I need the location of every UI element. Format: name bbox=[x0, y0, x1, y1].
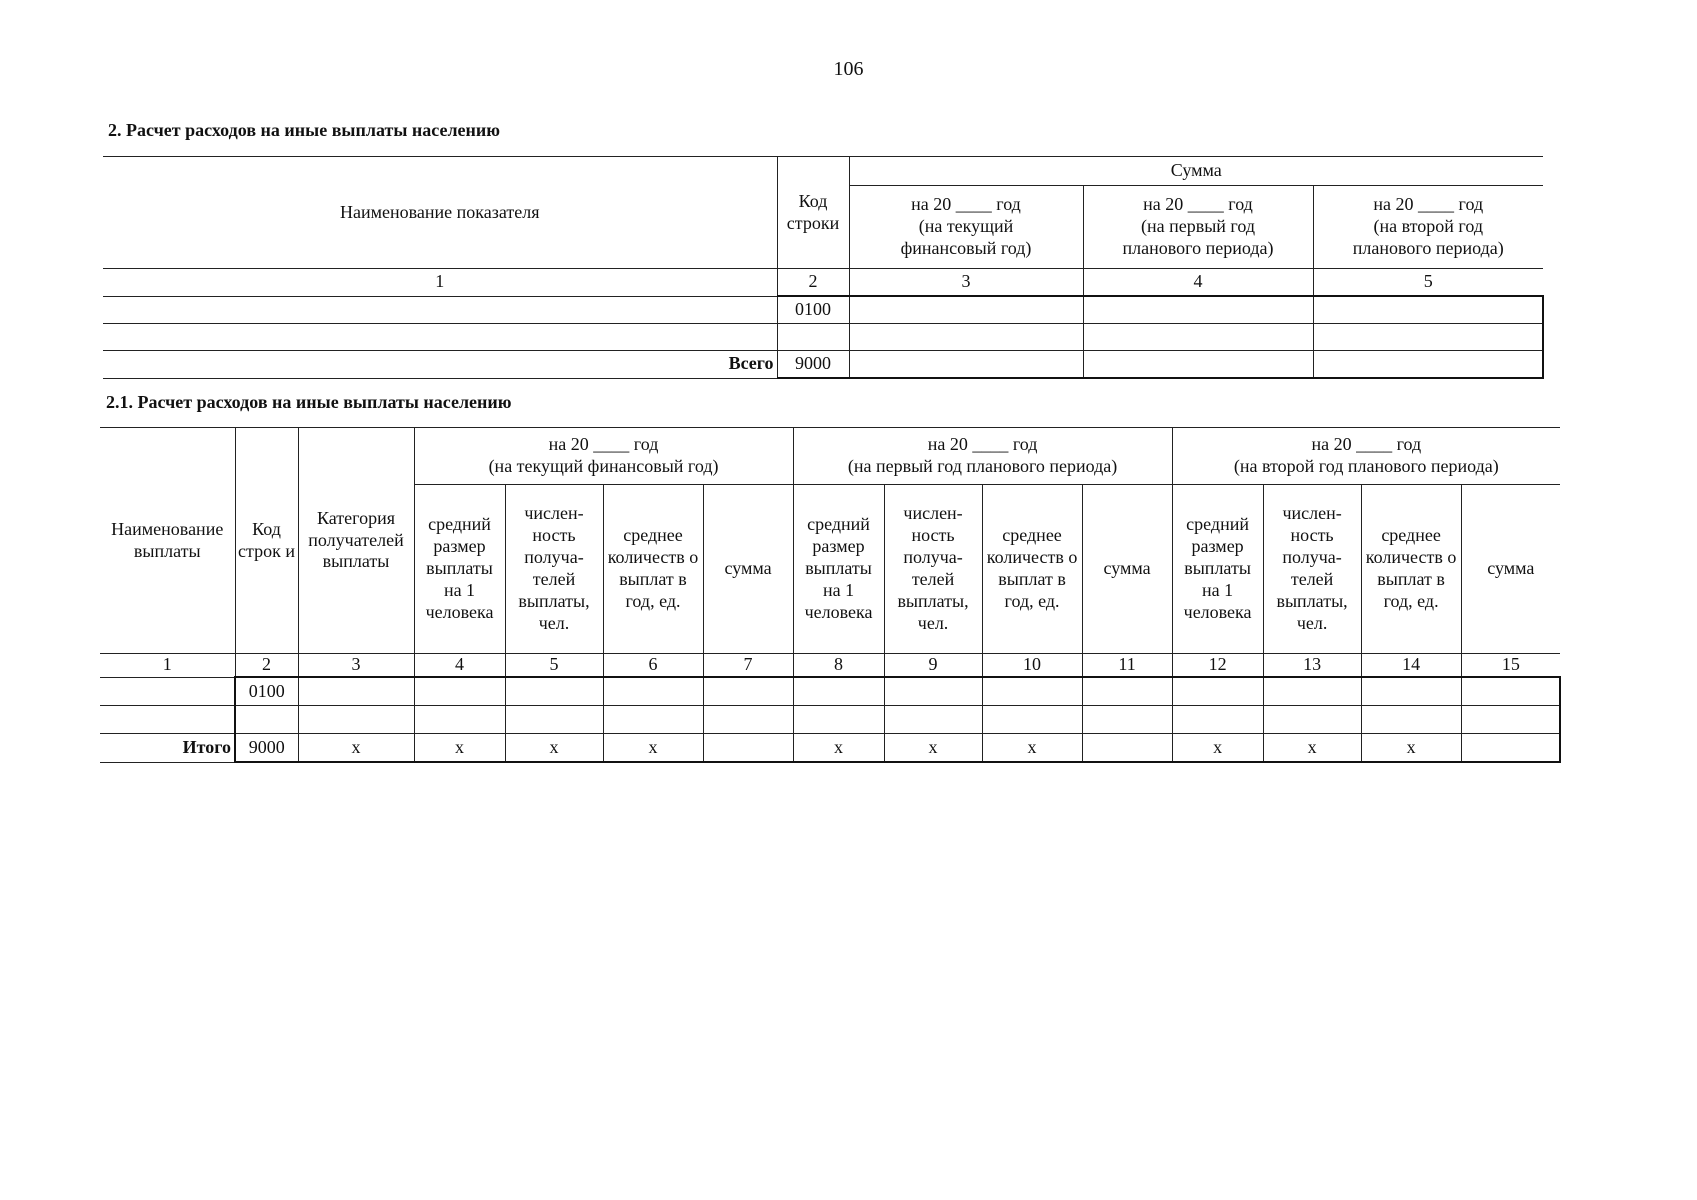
header-row-code: Код строки bbox=[777, 157, 849, 269]
column-number: 13 bbox=[1263, 654, 1361, 678]
not-applicable-mark: x bbox=[982, 734, 1082, 763]
row-name-cell bbox=[100, 706, 235, 734]
sum-cell bbox=[1083, 351, 1313, 379]
data-cell bbox=[1461, 677, 1560, 706]
column-number: 12 bbox=[1172, 654, 1263, 678]
sum-cell bbox=[1083, 324, 1313, 351]
header-recipients-count: числен- ность получа- телей выплаты, чел. bbox=[505, 485, 603, 654]
column-number: 5 bbox=[1313, 269, 1543, 297]
header-year-first-plan: на 20 ____ год (на первый год планового периода) bbox=[1083, 186, 1313, 269]
sum-cell bbox=[1083, 296, 1313, 324]
column-number: 2 bbox=[235, 654, 298, 678]
data-cell bbox=[414, 677, 505, 706]
sum-cell bbox=[849, 351, 1083, 379]
header-indicator-name: Наименование показателя bbox=[103, 157, 777, 269]
data-cell bbox=[1461, 706, 1560, 734]
column-number: 4 bbox=[414, 654, 505, 678]
category-cell bbox=[298, 677, 414, 706]
not-applicable-mark: x bbox=[1263, 734, 1361, 763]
not-applicable-mark: x bbox=[603, 734, 703, 763]
column-number: 11 bbox=[1082, 654, 1172, 678]
total-sum-cell bbox=[1082, 734, 1172, 763]
sum-cell bbox=[1313, 351, 1543, 379]
data-cell bbox=[1361, 706, 1461, 734]
column-number: 15 bbox=[1461, 654, 1560, 678]
data-cell bbox=[884, 706, 982, 734]
data-cell bbox=[1263, 677, 1361, 706]
header-avg-size: средний размер выплаты на 1 человека bbox=[1172, 485, 1263, 654]
column-number: 6 bbox=[603, 654, 703, 678]
total-sum-cell bbox=[703, 734, 793, 763]
column-numbers-row bbox=[103, 269, 1543, 297]
data-cell bbox=[1172, 706, 1263, 734]
not-applicable-mark: x bbox=[505, 734, 603, 763]
data-cell bbox=[703, 677, 793, 706]
row-code-cell bbox=[777, 324, 849, 351]
data-cell bbox=[414, 706, 505, 734]
total-label: Итого bbox=[100, 734, 235, 763]
table-row bbox=[103, 296, 1543, 324]
header-recipient-category: Категория получателей выплаты bbox=[298, 428, 414, 654]
header-year-first-plan: на 20 ____ год (на первый год планового периода) bbox=[793, 428, 1172, 485]
sum-cell bbox=[849, 324, 1083, 351]
header-avg-size: средний размер выплаты на 1 человека bbox=[793, 485, 884, 654]
header-recipients-count: числен- ность получа- телей выплаты, чел. bbox=[1263, 485, 1361, 654]
row-code-cell: 0100 bbox=[777, 296, 849, 324]
header-sum: сумма bbox=[703, 485, 793, 654]
data-cell bbox=[505, 706, 603, 734]
column-number: 9 bbox=[884, 654, 982, 678]
row-code-cell: 9000 bbox=[235, 734, 298, 763]
payments-calculation-table bbox=[100, 427, 1561, 763]
header-row-code: Код строк и bbox=[235, 428, 298, 654]
row-name-cell bbox=[100, 677, 235, 706]
total-sum-cell bbox=[1461, 734, 1560, 763]
table-row bbox=[100, 677, 1560, 706]
header-avg-quantity: среднее количеств о выплат в год, ед. bbox=[982, 485, 1082, 654]
sum-cell bbox=[1313, 296, 1543, 324]
section-2-1-title: 2.1. Расчет расходов на иные выплаты населению bbox=[106, 392, 512, 412]
page-number: 106 bbox=[833, 58, 864, 80]
not-applicable-mark: x bbox=[414, 734, 505, 763]
data-cell bbox=[703, 706, 793, 734]
column-number: 10 bbox=[982, 654, 1082, 678]
data-cell bbox=[793, 677, 884, 706]
data-cell bbox=[982, 706, 1082, 734]
data-cell bbox=[603, 706, 703, 734]
total-label: Всего bbox=[103, 351, 777, 379]
header-sum: сумма bbox=[1461, 485, 1560, 654]
data-cell bbox=[505, 677, 603, 706]
header-avg-quantity: среднее количеств о выплат в год, ед. bbox=[603, 485, 703, 654]
data-cell bbox=[982, 677, 1082, 706]
header-year-current: на 20 ____ год (на текущий финансовый год) bbox=[414, 428, 793, 485]
total-row bbox=[100, 734, 1560, 763]
data-cell bbox=[1172, 677, 1263, 706]
header-sum: сумма bbox=[1082, 485, 1172, 654]
header-year-second-plan: на 20 ____ год (на второй год планового периода) bbox=[1313, 186, 1543, 269]
sum-cell bbox=[1313, 324, 1543, 351]
header-year-second-plan: на 20 ____ год (на второй год планового периода) bbox=[1172, 428, 1560, 485]
row-code-cell: 9000 bbox=[777, 351, 849, 379]
data-cell bbox=[793, 706, 884, 734]
column-number: 1 bbox=[103, 269, 777, 297]
data-cell bbox=[884, 677, 982, 706]
column-number: 2 bbox=[777, 269, 849, 297]
column-number: 1 bbox=[100, 654, 235, 678]
data-cell bbox=[1082, 706, 1172, 734]
total-row bbox=[103, 351, 1543, 379]
table-row bbox=[103, 324, 1543, 351]
column-number: 3 bbox=[849, 269, 1083, 297]
column-number: 7 bbox=[703, 654, 793, 678]
not-applicable-mark: x bbox=[1361, 734, 1461, 763]
data-cell bbox=[1082, 677, 1172, 706]
column-number: 8 bbox=[793, 654, 884, 678]
row-code-cell: 0100 bbox=[235, 677, 298, 706]
column-number: 3 bbox=[298, 654, 414, 678]
not-applicable-mark: x bbox=[884, 734, 982, 763]
header-avg-quantity: среднее количеств о выплат в год, ед. bbox=[1361, 485, 1461, 654]
sum-cell bbox=[849, 296, 1083, 324]
column-numbers-row bbox=[100, 654, 1560, 678]
table-row bbox=[100, 706, 1560, 734]
header-recipients-count: числен- ность получа- телей выплаты, чел. bbox=[884, 485, 982, 654]
header-year-current: на 20 ____ год (на текущий финансовый год) bbox=[849, 186, 1083, 269]
header-sum: Сумма bbox=[849, 157, 1543, 186]
category-cell bbox=[298, 706, 414, 734]
header-avg-size: средний размер выплаты на 1 человека bbox=[414, 485, 505, 654]
header-payment-name: Наименование выплаты bbox=[100, 428, 235, 654]
not-applicable-mark: x bbox=[1172, 734, 1263, 763]
row-name-cell bbox=[103, 324, 777, 351]
column-number: 14 bbox=[1361, 654, 1461, 678]
not-applicable-mark: x bbox=[793, 734, 884, 763]
data-cell bbox=[1263, 706, 1361, 734]
column-number: 4 bbox=[1083, 269, 1313, 297]
column-number: 5 bbox=[505, 654, 603, 678]
row-name-cell bbox=[103, 296, 777, 324]
expenses-table bbox=[103, 156, 1544, 379]
not-applicable-mark: x bbox=[298, 734, 414, 763]
row-code-cell bbox=[235, 706, 298, 734]
data-cell bbox=[603, 677, 703, 706]
data-cell bbox=[1361, 677, 1461, 706]
section-2-title: 2. Расчет расходов на иные выплаты населению bbox=[108, 120, 501, 140]
